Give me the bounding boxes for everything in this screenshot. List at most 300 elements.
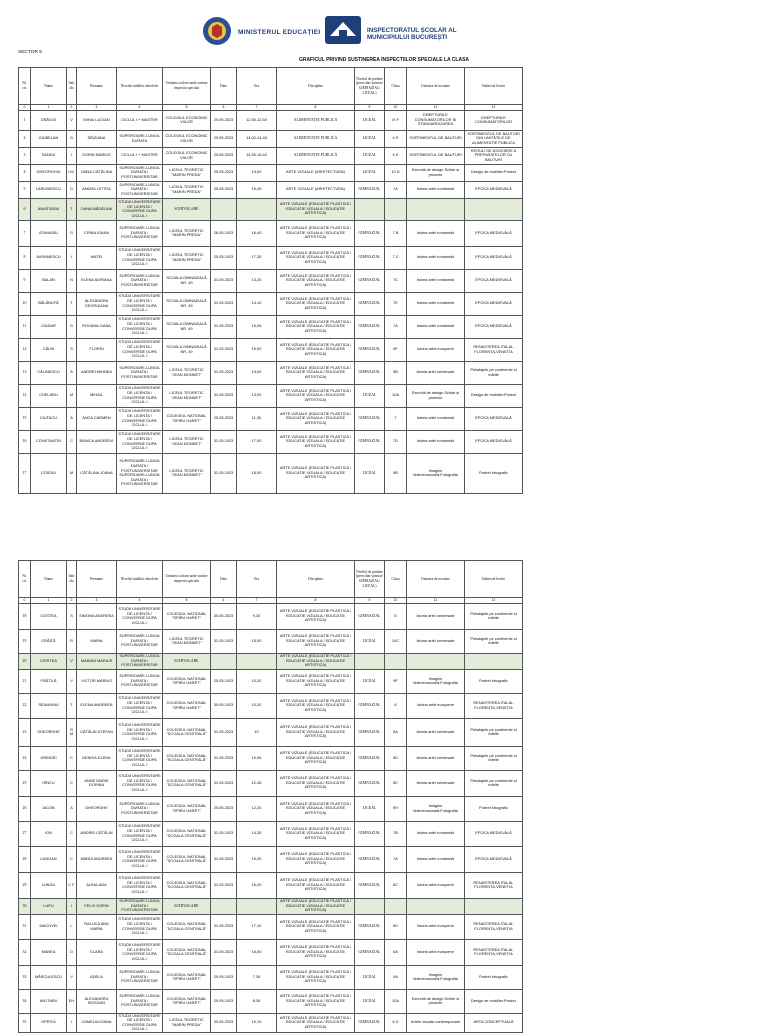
class-cell: 6F (385, 338, 407, 361)
time-cell: 14,00 (237, 361, 277, 384)
row-number-cell: 12 (19, 338, 31, 361)
sector-label: SECTOR 5 (18, 50, 42, 55)
table-row (19, 110, 523, 130)
column-header: Nivelul studiilor absolvite (117, 68, 163, 105)
school-cell: COLEGIUL NATIONAL "ȘCOALA CENTRALĂ" (163, 770, 211, 796)
column-number: 5 (163, 598, 211, 604)
last-name-cell: LUNGU (31, 872, 67, 898)
subject-cell: ARTE VIZUALE (EDUCATIE PLASTICA / EDUCATIE VIZUALA / EDUCATIE ARTISTICA) (277, 746, 355, 770)
learning-unit-cell: Artele vizuale contemporane (407, 1013, 465, 1032)
class-cell: 7A (385, 181, 407, 198)
date-cell: 25.05.2023 (211, 669, 237, 693)
date-cell: 29.05.2023 (211, 989, 237, 1013)
row-number-cell: 3 (19, 147, 31, 164)
table-row (19, 246, 523, 269)
subject-cell: ARTE VIZUALE (ARHITECTURA) (277, 164, 355, 181)
first-name-cell: MARIA (77, 629, 117, 653)
table-row (19, 821, 523, 846)
time-cell: 16,20 (237, 872, 277, 898)
schedule-table-page-1 (18, 67, 523, 494)
last-name-cell: LARIONESCU (31, 181, 67, 198)
row-number-cell: 13 (19, 361, 31, 384)
column-number: 11 (407, 105, 465, 111)
table-row (19, 164, 523, 181)
studies-level-cell: SUPERIOARE-LUNGA DURATA / POSTUNIVERSITAR (117, 796, 163, 821)
date-cell: 25.05.2023 (211, 246, 237, 269)
subject-cell: ARTE VIZUALE (EDUCATIE PLASTICA / EDUCATIE VIZUALA / EDUCATIE ARTISTICA) (277, 603, 355, 629)
studies-level-cell: STUDII UNIVERSITARE DE LICENTA / CONVERSIE DUPA CICLUL I (117, 939, 163, 965)
lesson-topic-cell: Peisdajele pe continente și mările (465, 361, 523, 384)
date-cell: 31.05.2023 (211, 430, 237, 453)
lesson-topic-cell: EPOCA MEDIEVALĂ (465, 407, 523, 430)
lesson-topic-cell: Portret fotografic (465, 669, 523, 693)
last-name-cell: CHELARU (31, 384, 67, 407)
school-cell: LICEUL TEORETIC "JEAN MONNET" (163, 361, 211, 384)
table-row (19, 269, 523, 292)
studies-level-cell: STUDII UNIVERSITARE DE LICENTA / CONVERSIE DUPA CICLUL I (117, 384, 163, 407)
date-cell (211, 653, 237, 669)
first-name-cell: BIANCA ANDREEA (77, 430, 117, 453)
date-cell: 31.05.2023 (211, 269, 237, 292)
subject-cell: ARTE VIZUALE (EDUCATIE PLASTICA / EDUCATIE VIZUALA / EDUCATIE ARTISTICA) (277, 1013, 355, 1032)
lesson-topic-cell: RENASTEREA ITALIA-FLORENȚA,VENEȚIA (465, 914, 523, 939)
first-name-cell: ANNE MARIE DORINA (77, 770, 117, 796)
teaching-level-cell: GIMNAZIAL (355, 746, 385, 770)
initial-cell: V (67, 653, 77, 669)
studies-level-cell: STUDII UNIVERSITARE DE LICENTA / CONVERSIE DUPA CICLUL I (117, 315, 163, 338)
column-number: 0 (19, 598, 31, 604)
column-header: Nr. crt. (19, 68, 31, 105)
first-name-cell: ELENA ANDREEA (77, 693, 117, 718)
last-name-cell: MĂRCULESCU (31, 965, 67, 989)
last-name-cell: DRĂGOI (31, 110, 67, 130)
row-number-cell: 19 (19, 629, 31, 653)
initial-cell: R M (67, 718, 77, 746)
table-row (19, 338, 523, 361)
table-row (19, 989, 523, 1013)
table-row (19, 147, 523, 164)
school-cell: COLEGIUL NATIONAL "ȘCOALA CENTRALĂ" (163, 718, 211, 746)
class-cell: 9B (385, 453, 407, 493)
school-cell: COLEGIUL NATIONAL "SPIRU HARET" (163, 796, 211, 821)
initial-cell: M (67, 384, 77, 407)
time-cell: 11,30 (237, 407, 277, 430)
first-name-cell: OANA-CĂTĂLINA (77, 164, 117, 181)
last-name-cell: CONSTANTIN (31, 430, 67, 453)
school-cell: COLEGIUL NATIONAL "ȘCOALA CENTRALĂ" (163, 821, 211, 846)
school-cell: LICEUL TEORETIC "MARIN PREDA" (163, 181, 211, 198)
time-cell: 12,45 (237, 770, 277, 796)
row-number-cell: 5 (19, 181, 31, 198)
last-name-cell: ANASTASIU (31, 198, 67, 220)
column-header: Unitatea de invatare (407, 561, 465, 598)
learning-unit-cell: Imagine bidimensională.Fotografia (407, 669, 465, 693)
school-cell: COLEGIUL NATIONAL "SPIRU HARET" (163, 603, 211, 629)
table-row (19, 453, 523, 493)
class-cell: 5A (385, 718, 407, 746)
first-name-cell: MIHAIL (77, 384, 117, 407)
teaching-level-cell: LICEAL (355, 989, 385, 1013)
row-number-cell: 1 (19, 110, 31, 130)
last-name-cell: MILITARU (31, 989, 67, 1013)
teaching-level-cell: GIMNAZIAL (355, 315, 385, 338)
column-header: Nume (31, 561, 67, 598)
time-cell: 17,00 (237, 430, 277, 453)
column-number: 6 (211, 598, 237, 604)
table-row (19, 770, 523, 796)
last-name-cell: GIUBELAN (31, 130, 67, 147)
studies-level-cell: STUDII UNIVERSITARE DE LICENTA / CONVERSIE DUPA CICLUL I (117, 718, 163, 746)
lesson-topic-cell: Peisdajele pe continente și mările (465, 746, 523, 770)
column-number: 12 (465, 105, 523, 111)
subject-cell: ARTE VIZUALE (EDUCATIE PLASTICA / EDUCATIE VIZUALA / EDUCATIE ARTISTICA) (277, 693, 355, 718)
column-number: 10 (385, 598, 407, 604)
date-cell: 31.05.2023 (211, 718, 237, 746)
time-cell: 15,45 (237, 181, 277, 198)
learning-unit-cell: Imagine bidimensională.Fotografia (407, 796, 465, 821)
lesson-topic-cell: Portret fotografic (465, 453, 523, 493)
table-row (19, 603, 523, 629)
table-row (19, 965, 523, 989)
subject-cell: ARTE VIZUALE (EDUCATIE PLASTICA / EDUCATIE VIZUALA / EDUCATIE ARTISTICA) (277, 914, 355, 939)
school-cell: SCHIVALARE (163, 653, 211, 669)
table-row (19, 718, 523, 746)
teaching-level-cell: LICEAL (355, 453, 385, 493)
last-name-cell: BĂLĂNUȚĂ (31, 292, 67, 315)
time-cell: 15,05 (237, 315, 277, 338)
last-name-cell: ATANASIU (31, 220, 67, 246)
studies-level-cell: STUDII UNIVERSITARE DE LICENTA / CONVERSIE DUPA CICLUL I (117, 198, 163, 220)
class-cell: 7E (385, 292, 407, 315)
subject-cell: ALIMENTAȚIE PUBLICĂ (277, 110, 355, 130)
school-cell: COLEGIUL ECONOMIC VIILOR (163, 147, 211, 164)
school-cell: COLEGIUL NATIONAL "SPIRU HARET" (163, 669, 211, 693)
teaching-level-cell: GIMNAZIAL (355, 914, 385, 939)
column-number: 4 (117, 598, 163, 604)
subject-cell: ARTE VIZUALE (EDUCATIE PLASTICA / EDUCATIE VIZUALA / EDUCATIE ARTISTICA) (277, 246, 355, 269)
studies-level-cell: STUDII UNIVERSITARE DE LICENTA / CONVERSIE DUPA CICLUL I (117, 846, 163, 872)
date-cell: 31.05.2023 (211, 914, 237, 939)
class-cell (385, 198, 407, 220)
class-cell: 10A (385, 384, 407, 407)
lesson-topic-cell: Peisdajele pe continente și mările (465, 629, 523, 653)
learning-unit-cell: Istoria artei românești (407, 821, 465, 846)
class-cell: 7B (385, 821, 407, 846)
time-cell: 17,10 (237, 914, 277, 939)
teaching-level-cell: GIMNAZIAL (355, 693, 385, 718)
last-name-cell: COȘOIU (31, 453, 67, 493)
school-cell: LICEUL TEORETIC "MARIN PREDA" (163, 164, 211, 181)
school-cell: SCOALA GIMNAZIALĂ NR. 49 (163, 292, 211, 315)
teaching-level-cell: GIMNAZIAL (355, 718, 385, 746)
first-name-cell: MARIAN MARIUS (77, 653, 117, 669)
lesson-topic-cell: RENASTEREA ITALIA-FLORENȚA,VENEȚIA (465, 693, 523, 718)
teaching-level-cell: GIMNAZIAL (355, 246, 385, 269)
row-number-cell: 10 (19, 292, 31, 315)
table-row (19, 292, 523, 315)
initial-cell: R (67, 629, 77, 653)
first-name-cell: CĂTĂLIN ȘTEFAN (77, 718, 117, 746)
first-name-cell: ANCA CARMEN (77, 407, 117, 430)
learning-unit-cell: Istoria artei românești (407, 315, 465, 338)
initial-cell: D (67, 181, 77, 198)
subject-cell: ARTE VIZUALE (EDUCATIE PLASTICA / EDUCATIE VIZUALA / EDUCATIE ARTISTICA) (277, 220, 355, 246)
subject-cell: ARTE VIZUALE (EDUCATIE PLASTICA / EDUCATIE VIZUALA / EDUCATIE ARTISTICA) (277, 821, 355, 846)
lesson-topic-cell: Peisdajele pe continente și mările (465, 770, 523, 796)
table-row (19, 914, 523, 939)
table-row (19, 1013, 523, 1032)
last-name-cell: BALAN (31, 269, 67, 292)
teaching-level-cell: GIMNAZIAL (355, 338, 385, 361)
subject-cell: ARTE VIZUALE (EDUCATIE PLASTICA / EDUCATIE VIZUALA / EDUCATIE ARTISTICA) (277, 453, 355, 493)
time-cell: 16,40 (237, 220, 277, 246)
class-cell: 9H (385, 796, 407, 821)
time-cell: 15,00 (237, 629, 277, 653)
class-cell: 5C (385, 770, 407, 796)
school-cell: LICEUL TEORETIC "JEAN MONNET" (163, 384, 211, 407)
learning-unit-cell: Imagine bidimensională.Fotografia (407, 453, 465, 493)
row-number-cell: 25 (19, 770, 31, 796)
table-row (19, 430, 523, 453)
studies-level-cell: STUDII UNIVERSITARE DE LICENTA / CONVERSIE DUPA CICLUL I (117, 430, 163, 453)
teaching-level-cell: LICEAL (355, 110, 385, 130)
time-cell: 15,50 (237, 338, 277, 361)
studies-level-cell: STUDII UNIVERSITARE DE LICENTA / CONVERSIE DUPA CICLUL I (117, 338, 163, 361)
last-name-cell: HÎNCU (31, 770, 67, 796)
teaching-level-cell: GIMNAZIAL (355, 292, 385, 315)
initial-cell: G (67, 130, 77, 147)
column-number: 1 (31, 105, 67, 111)
column-header: Nivelul de predare (prescolar/ primar/ GIMNAZIAL/ LICEAL) (355, 68, 385, 105)
first-name-cell: CRINA IOANA (77, 220, 117, 246)
learning-unit-cell: Istoria artei românești (407, 430, 465, 453)
subject-cell: ARTE VIZUALE (EDUCATIE PLASTICA / EDUCATIE VIZUALA / EDUCATIE ARTISTICA) (277, 796, 355, 821)
time-cell (237, 653, 277, 669)
row-number-cell: 8 (19, 246, 31, 269)
last-name-cell: CRĂIȚĂ (31, 629, 67, 653)
teaching-level-cell: LICEAL (355, 629, 385, 653)
date-cell: 25.05.2023 (211, 181, 237, 198)
subject-cell: ARTE VIZUALE (EDUCATIE PLASTICA / EDUCATIE VIZUALA / EDUCATIE ARTISTICA) (277, 939, 355, 965)
class-cell: X E (385, 130, 407, 147)
learning-unit-cell: Istoria artei universale (407, 770, 465, 796)
lesson-topic-cell: Peisdajele pe continente și mările (465, 718, 523, 746)
column-number: 5 (163, 105, 211, 111)
lesson-topic-cell: Peisdajele pe continente și mările (465, 603, 523, 629)
teaching-level-cell: GIMNAZIAL (355, 430, 385, 453)
school-cell: COLEGIUL ECONOMIC VIILOR (163, 110, 211, 130)
learning-unit-cell: Exerciții de design.Schițe și proiecte (407, 989, 465, 1013)
table-row (19, 693, 523, 718)
lesson-topic-cell: EPOCA MEDIEVALĂ (465, 315, 523, 338)
learning-unit-cell: Istoria artei europene (407, 914, 465, 939)
first-name-cell: CLARA (77, 939, 117, 965)
column-header: Initiala (67, 561, 77, 598)
lesson-topic-cell: Design de mobilier.Proiect (465, 384, 523, 407)
school-cell: LICEUL TEORETIC "MARIN PREDA" (163, 1013, 211, 1032)
lesson-topic-cell: EPOCA MEDIEVALĂ (465, 430, 523, 453)
teaching-level-cell: GIMNAZIAL (355, 821, 385, 846)
time-cell: 14.00-14.45 (237, 130, 277, 147)
school-cell: COLEGIUL NATIONAL "ȘCOALA CENTRALĂ" (163, 939, 211, 965)
date-cell: 31.05.2023 (211, 746, 237, 770)
column-number: 7 (237, 105, 277, 111)
initial-cell: V (67, 110, 77, 130)
last-name-cell: SANDU (31, 147, 67, 164)
learning-unit-cell: Istoria artei universale (407, 746, 465, 770)
school-cell: COLEGIUL NATIONAL "SPIRU HARET" (163, 693, 211, 718)
studies-level-cell: STUDII UNIVERSITARE DE LICENTA / CONVERSIE DUPA CICLUL I (117, 914, 163, 939)
time-cell: 12.55-12.50 (237, 110, 277, 130)
studies-level-cell: STUDII UNIVERSITARE DE LICENTA / CONVERSIE DUPA CICLUL I (117, 693, 163, 718)
lesson-topic-cell: EPOCA MEDIEVALĂ (465, 846, 523, 872)
row-number-cell: 30 (19, 898, 31, 914)
date-cell (211, 898, 237, 914)
studies-level-cell: STUDII UNIVERSITARE DE LICENTA / CONVERSIE DUPA CICLUL I (117, 246, 163, 269)
initial-cell: I (67, 1013, 77, 1032)
ministry-label: MINISTERUL EDUCAȚIEI (238, 29, 321, 36)
row-number-cell: 14 (19, 384, 31, 407)
teaching-level-cell: GIMNAZIAL (355, 770, 385, 796)
column-header: Ora (237, 68, 277, 105)
studies-level-cell: SUPERIOARE-LUNGA DURATA / POSTUNIVERSITAR (117, 220, 163, 246)
lesson-topic-cell: EPOCA MEDIEVALĂ (465, 246, 523, 269)
column-header: Clasa (385, 68, 407, 105)
last-name-cell: CRISTEA (31, 653, 67, 669)
lesson-topic-cell: REGULI DE ASOCIERE A PREPARATELOR CU BAUTURI (465, 147, 523, 164)
table-row (19, 872, 523, 898)
row-number-cell: 22 (19, 693, 31, 718)
table-row (19, 898, 523, 914)
school-cell: COLEGIUL NATIONAL "ȘCOALA CENTRALĂ" (163, 746, 211, 770)
lesson-topic-cell: RENASTEREA ITALIA-FLORENȚA,VENEȚIA (465, 338, 523, 361)
studies-level-cell: CICLUL I + MASTER (117, 110, 163, 130)
table-row (19, 220, 523, 246)
lesson-topic-cell: RENASTEREA ITALIA-FLORENȚA,VENEȚIA (465, 939, 523, 965)
last-name-cell: CĂLINESCU (31, 361, 67, 384)
column-header: Disciplina (277, 68, 355, 105)
last-name-cell: SEAMANIU (31, 693, 67, 718)
first-name-cell: GHEORGHE (77, 796, 117, 821)
first-name-cell: FELIX SORIN (77, 898, 117, 914)
school-cell: COLEGIUL NATIONAL "SPIRU HARET" (163, 965, 211, 989)
studies-level-cell: SUPERIOARE-LUNGA DURATA / POSTUNIVERSITAR (117, 898, 163, 914)
studies-level-cell: SUPERIOARE-LUNGA DURATA / POSTUNIVERSITAR SUPERIOARE-LUNGA DURATA / POSTUNIVERSITAR (117, 453, 163, 493)
class-cell: 7D (385, 430, 407, 453)
first-name-cell: VICTOR MARIUS (77, 669, 117, 693)
column-number: 2 (67, 105, 77, 111)
last-name-cell: MANEA (31, 939, 67, 965)
first-name-cell: MATEI (77, 246, 117, 269)
class-cell: 7 C (385, 246, 407, 269)
time-cell: 18,00 (237, 453, 277, 493)
subject-cell: ARTE VIZUALE (EDUCATIE PLASTICA / EDUCATIE VIZUALA / EDUCATIE ARTISTICA) (277, 718, 355, 746)
learning-unit-cell: Exerciții de design.Schițe și proiecte (407, 164, 465, 181)
initial-cell: EH (67, 989, 77, 1013)
first-name-cell: CĂTĂLINA-IOANA (77, 453, 117, 493)
studies-level-cell: SUPERIOARE-LUNGA DURATA / POSTUNIVERSITAR (117, 989, 163, 1013)
document-header (0, 0, 768, 50)
learning-unit-cell: Istoria artei românești (407, 846, 465, 872)
time-cell: 10,30 (237, 669, 277, 693)
row-number-cell: 21 (19, 669, 31, 693)
last-name-cell: MACOVEI (31, 914, 67, 939)
teaching-level-cell: LICEAL (355, 164, 385, 181)
date-cell (211, 198, 237, 220)
teaching-level-cell: LICEAL (355, 669, 385, 693)
teaching-level-cell: LICEAL (355, 384, 385, 407)
row-number-cell: 9 (19, 269, 31, 292)
table-row (19, 181, 523, 198)
teaching-level-cell (355, 653, 385, 669)
date-cell: 31.05.2023 (211, 361, 237, 384)
class-cell: 9F (385, 669, 407, 693)
subject-cell: ALIMENTAȚIE PUBLICĂ (277, 130, 355, 147)
studies-level-cell: SUPERIOARE-LUNGA DURATA (117, 130, 163, 147)
subject-cell: ARTE VIZUALE (EDUCATIE PLASTICA / EDUCATIE VIZUALA / EDUCATIE ARTISTICA) (277, 198, 355, 220)
row-number-cell: 7 (19, 220, 31, 246)
lesson-topic-cell (465, 653, 523, 669)
teaching-level-cell: GIMNAZIAL (355, 872, 385, 898)
initial-cell: I.M. (67, 164, 77, 181)
school-cell: COLEGIUL NATIONAL "ȘCOALA CENTRALĂ" (163, 872, 211, 898)
learning-unit-cell: SORTIMENTUL DE BAUTURI (407, 147, 465, 164)
school-cell: COLEGIUL NATIONAL "ȘCOALA CENTRALĂ" (163, 846, 211, 872)
first-name-cell: SÎNZIANA (77, 130, 117, 147)
header-row (19, 561, 523, 598)
date-cell: 31.05.2023 (211, 384, 237, 407)
column-number: 1 (31, 598, 67, 604)
initial-cell: I (67, 246, 77, 269)
class-cell (385, 898, 407, 914)
date-cell: 26.05.2023 (211, 220, 237, 246)
time-cell: 14.55-15.40 (237, 147, 277, 164)
studies-level-cell: STUDII UNIVERSITARE DE LICENTA / CONVERSIE DUPA CICLUL I (117, 821, 163, 846)
column-number: 12 (465, 598, 523, 604)
row-number-cell: 4 (19, 164, 31, 181)
date-cell: 25.05.2023 (211, 407, 237, 430)
lesson-topic-cell: EPOCA MEDIEVALĂ (465, 821, 523, 846)
row-number-cell: 17 (19, 453, 31, 493)
lesson-topic-cell: Portret fotografic (465, 796, 523, 821)
studies-level-cell: STUDII UNIVERSITARE DE LICENTA / CONVERSIE DUPA CICLUL I (118, 1013, 161, 1032)
initial-cell: T (67, 198, 77, 220)
initial-cell: A (67, 407, 77, 430)
initial-cell: N (67, 269, 77, 292)
initial-cell: I (67, 898, 77, 914)
studies-level-cell: SUPERIOARE-LUNGA DURATA / POSTUNIVERSITAR (117, 629, 163, 653)
class-cell: 7 B (385, 220, 407, 246)
time-cell: 17,35 (237, 246, 277, 269)
first-name-cell: ELENA ADRIANA (77, 269, 117, 292)
row-number-cell: 32 (19, 939, 31, 965)
column-number: 10 (385, 105, 407, 111)
lesson-topic-cell (465, 898, 523, 914)
teaching-level-cell (355, 198, 385, 220)
teaching-level-cell (355, 898, 385, 914)
time-cell: 10 (237, 718, 277, 746)
lesson-topic-cell: SORTIMENTUL DE BAUTURI DIN UNITĂȚILE DE ALIMENTAȚIE PUBLICA (465, 130, 523, 147)
first-name-cell: SIMONA ANDREEA (77, 603, 117, 629)
studies-level-cell: STUDII UNIVERSITARE DE LICENTA / CONVERSIE DUPA CICLUL I (117, 872, 163, 898)
teaching-level-cell: LICEAL (355, 147, 385, 164)
column-header: Nume (31, 68, 67, 105)
time-cell: 14,10 (237, 292, 277, 315)
learning-unit-cell: Istoria artei românești (407, 292, 465, 315)
studies-level-cell: STUDII UNIVERSITARE DE LICENTA / CONVERSIE DUPA CICLUL I (117, 407, 163, 430)
column-header: Nivelul studiilor absolvite (117, 561, 163, 598)
first-name-cell: CAMELIA IOANA (77, 1013, 117, 1032)
